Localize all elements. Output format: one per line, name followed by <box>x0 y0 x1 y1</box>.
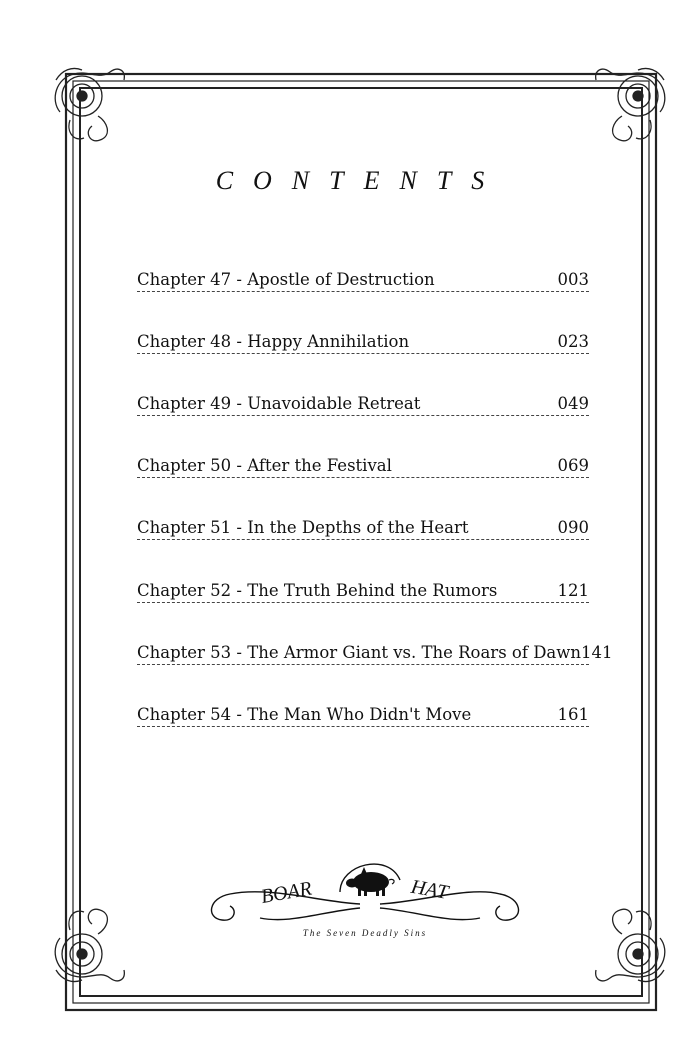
boar-hat-logo <box>200 852 530 942</box>
toc-entry-title: Chapter 49 - Unavoidable Retreat <box>137 394 421 413</box>
page-title: CONTENTS <box>215 166 505 195</box>
toc-entry-page: 049 <box>557 394 589 413</box>
toc-entry[interactable] <box>137 573 589 603</box>
toc-entry-title: Chapter 54 - The Man Who Didn't Move <box>137 705 472 724</box>
toc-entry-page: 141 <box>581 643 613 662</box>
boar-icon <box>346 867 394 896</box>
toc-entry-title: Chapter 50 - After the Festival <box>137 456 392 475</box>
toc-entry-title: Chapter 53 - The Armor Giant vs. The Roars of Dawn <box>137 643 582 662</box>
toc-entry-title: Chapter 47 - Apostle of Destruction <box>137 270 435 289</box>
toc-entry-page: 121 <box>557 581 589 600</box>
toc-entry[interactable] <box>137 386 589 416</box>
toc-entry-title: Chapter 52 - The Truth Behind the Rumors <box>137 581 498 600</box>
logo-subtitle: The Seven Deadly Sins <box>302 928 428 938</box>
corner-ornament-top-right <box>596 68 665 140</box>
toc-entry[interactable] <box>137 510 589 540</box>
toc-entry-page: 161 <box>557 705 589 724</box>
toc-entry-page: 090 <box>557 518 589 537</box>
toc-entry-title: Chapter 48 - Happy Annihilation <box>137 332 410 351</box>
logo-left-word: BOAR <box>259 877 314 909</box>
toc-entry[interactable] <box>137 448 589 478</box>
toc-entry[interactable] <box>137 635 613 665</box>
logo-right-word: HAT <box>409 875 450 904</box>
toc-entry-page: 069 <box>557 456 589 475</box>
toc-entry-page: 003 <box>557 270 589 289</box>
toc-entry-title: Chapter 51 - In the Depths of the Heart <box>137 518 469 537</box>
toc-entry[interactable] <box>137 262 589 292</box>
toc-entry[interactable] <box>137 697 589 727</box>
corner-ornament-bottom-right <box>596 909 665 981</box>
toc-entry[interactable] <box>137 324 589 354</box>
toc-entry-page: 023 <box>557 332 589 351</box>
